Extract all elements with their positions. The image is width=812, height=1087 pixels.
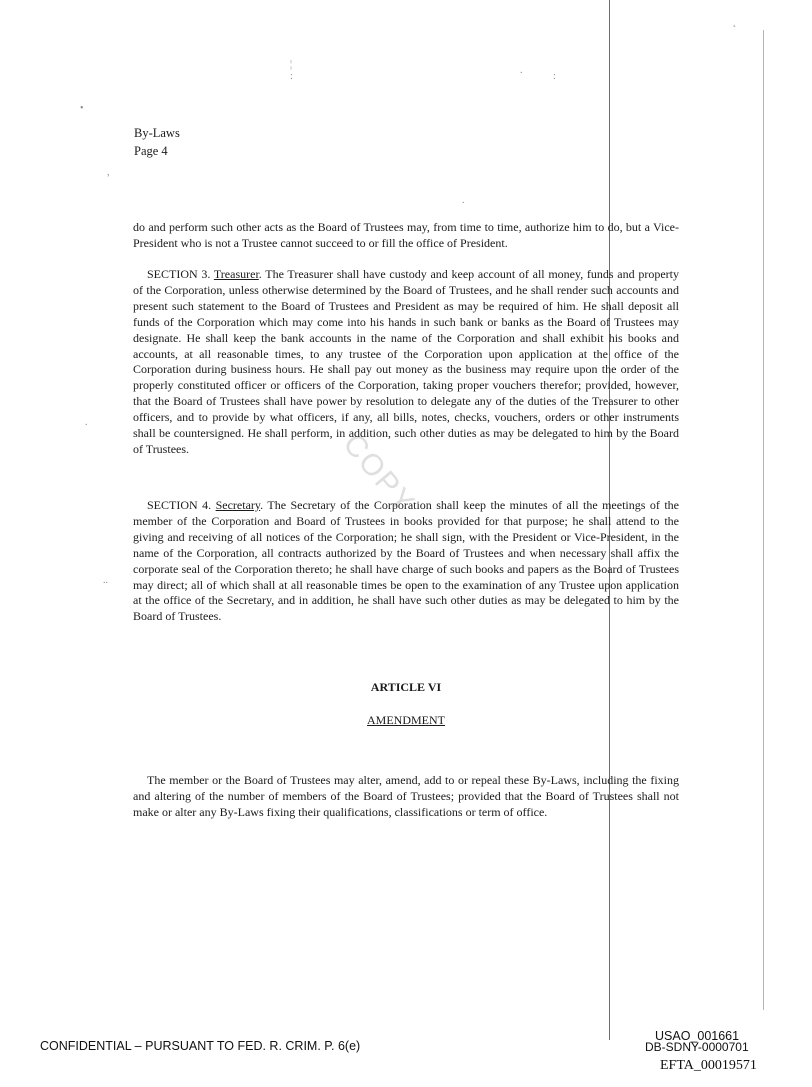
document-title: By-Laws	[134, 126, 180, 140]
scan-speck: ,	[107, 167, 110, 178]
scan-speck: :	[553, 71, 556, 82]
bates-number-db: DB-SDNY-0000701	[645, 1040, 749, 1054]
efta-number: EFTA_00019571	[660, 1058, 757, 1073]
section-3-text: . The Treasurer shall have custody and keep account of all money, funds and property of the Corporation, unless otherwise determined by the Board of Trustees, and he shall render such accounts and present such statement to the Board of Trustees and President as may be required of him. He shall deposit all funds of the Corporation which may come into his hands in such bank or banks as the Board of Trustees may designate. He shall keep the bank accounts in the name of the Corporation and shall exhibit his books and accounts, at all reasonable times, to any trustee of the Corporation upon application at the office of the Corporation during business hours. He shall pay out money as the business may require upon the order of the properly constituted officer or officers of the Corporation, taking proper vouchers therefor; provided, however, that the Board of Trustees shall have power by resolution to delegate any of the duties of the Treasurer to other officers, and to provide by what officers, if any, all bills, notes, checks, vouchers, orders or other instruments shall be countersigned. He shall perform, in addition, such other duties as may be delegated to him by the Board of Trustees.	[133, 267, 679, 456]
article-subheading: AMENDMENT	[367, 713, 445, 727]
section-3-title: Treasurer	[213, 267, 259, 281]
page-header	[134, 124, 180, 160]
section-3-label: SECTION 3.	[147, 267, 211, 281]
section-4-text: . The Secretary of the Corporation shall keep the minutes of all the meetings of the member of the Corporation and Board of Trustees in books provided for that purpose; he shall attend to the giving and receiving of all notices of the Corporation; he shall sign, with the President or Vice-President, in the name of the Corporation, all contracts authorized by the Board of Trustees and when necessary shall affix the corporate seal of the Corporation thereto; he shall have charge of such books and papers as the Board of Trustees may direct; all of which shall at all reasonable times be open to the examination of any Trustee upon application at the office of the Secretary, and in addition, he shall have such other duties as may be delegated to him by the Board of Trustees.	[133, 498, 680, 624]
scan-speck: .	[462, 195, 465, 206]
section-3-paragraph	[133, 267, 679, 458]
amendment-text: The member or the Board of Trustees may alter, amend, add to or repeal these By-Laws, including the fixing and altering of the number of members of the Board of Trustees; provided that the Board of Trustees shall not make or alter any By-Laws fixing their qualifications, classifications or term of office.	[133, 773, 679, 819]
amendment-paragraph	[133, 773, 679, 821]
confidentiality-notice: CONFIDENTIAL – PURSUANT TO FED. R. CRIM. P. 6(e)	[40, 1039, 361, 1053]
section-4-label: SECTION 4.	[147, 498, 212, 512]
scan-speck: .	[85, 417, 88, 428]
continuation-paragraph: do and perform such other acts as the Board of Trustees may, from time to time, authorize him to do, but a Vice-President who is not a Trustee cannot succeed to or fill the office of President.	[133, 220, 679, 250]
section-4-title: Secretary	[215, 498, 261, 512]
watermark-stamp: COPY	[336, 427, 422, 521]
page-number: Page 4	[134, 144, 168, 158]
scan-artifact-right-edge-line	[763, 30, 764, 1010]
scan-speck: :	[290, 71, 293, 82]
scan-speck: ..	[103, 575, 108, 586]
bates-number-usao: USAO_001661	[655, 1029, 740, 1043]
scan-speck: ¦	[290, 59, 293, 70]
scan-speck: •	[80, 103, 84, 114]
article-heading: ARTICLE VI	[370, 680, 442, 694]
scan-speck: .	[520, 65, 523, 76]
scan-speck: ˛	[733, 17, 737, 28]
